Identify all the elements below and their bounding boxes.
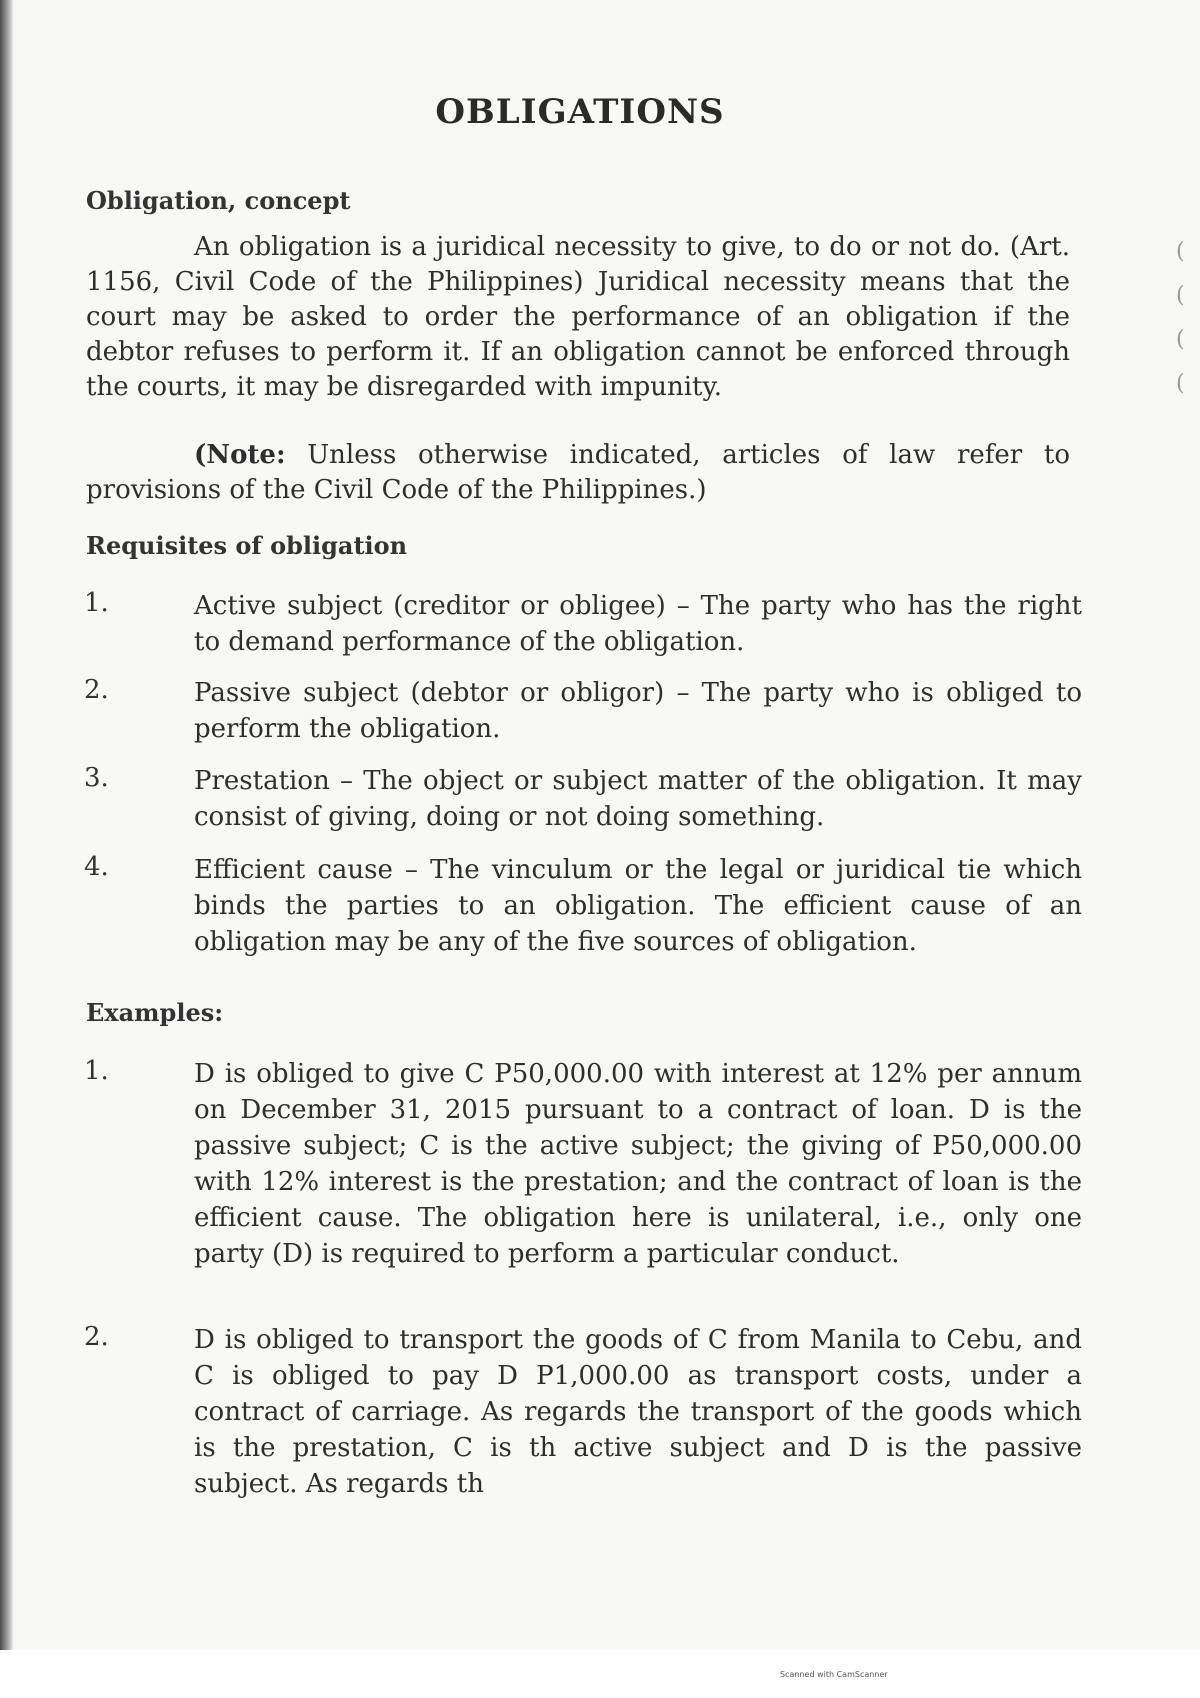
item-text: Efficient cause – The vinculum or the legal or juridical tie which binds the parties to an obligation. The efficient cause of an obligation may be any of the five sources of obligation. [194, 855, 1082, 957]
item-text: Prestation – The object or subject matter of the obligation. It may consist of giving, doing or not doing something. [194, 766, 1082, 832]
page-title: OBLIGATIONS [435, 92, 725, 132]
section-heading-requisites: Requisites of obligation [86, 531, 408, 560]
section-heading-concept: Obligation, concept [86, 186, 351, 215]
item-number: 1. [84, 1056, 109, 1086]
item-text: D is obliged to transport the goods of C from Manila to Cebu, and C is obliged to pay D P1,000.00 as transport costs, under a contract of carriage. As regards the transport of the goods which is the prestation, C is th active subject and D is the passive subject. As regards th [194, 1325, 1082, 1499]
item-text: Passive subject (debtor or obligor) – The party who is obliged to perform the obligation. [194, 678, 1082, 744]
footer-strip [0, 1650, 1200, 1698]
scanner-watermark: Scanned with CamScanner [780, 1670, 888, 1679]
item-text: Active subject (creditor or obligee) – The party who has the right to demand performance of the obligation. [194, 591, 1082, 657]
note-text: Unless otherwise indicated, articles of law refer to provisions of the Civil Code of the Philippines.) [86, 440, 1070, 505]
page-binding-shadow [0, 0, 14, 1650]
item-number: 2. [84, 675, 109, 705]
item-number: 4. [84, 852, 109, 882]
section-heading-examples: Examples: [86, 998, 224, 1027]
edge-marks-decoration: ( ( ( ( [1176, 239, 1185, 396]
item-number: 1. [84, 588, 109, 618]
item-number: 3. [84, 763, 109, 793]
item-text: D is obliged to give C P50,000.00 with interest at 12% per annum on December 31, 2015 pursuant to a contract of loan. D is the passive subject; C is the active subject; the giving of P50,000.00 with 12% interest is the prestation; and the contract of loan is the efficient cause. The obligation here is unilateral, i.e., only one party (D) is required to perform a particular conduct. [194, 1059, 1082, 1269]
concept-text: An obligation is a juridical necessity to give, to do or not do. (Art. 1156, Civil Code of the Philippines) Juridical necessity means that the court may be asked to order the performance of an obligation if the debtor refuses to perform it. If an obligation cannot be enforced through the courts, it may be disregarded with impunity. [86, 232, 1070, 402]
note-label: (Note: [194, 440, 286, 470]
item-number: 2. [84, 1322, 109, 1352]
note-paragraph [86, 438, 1070, 508]
concept-paragraph [86, 230, 1070, 405]
